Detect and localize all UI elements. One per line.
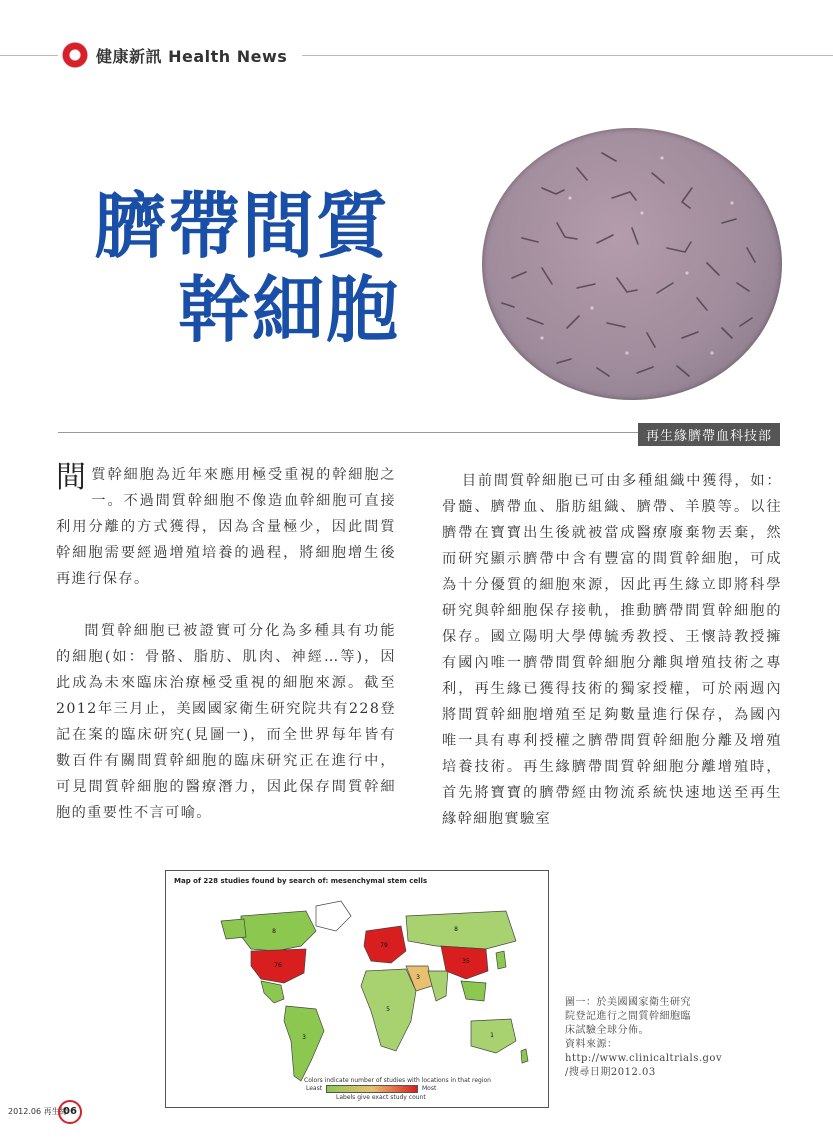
- right-paragraph-1: 目前間質幹細胞已可由多種組織中獲得，如：骨髓、臍帶血、脂肪組織、臍帶、羊膜等。以往臍帶在寶寶出生後就被當成醫療廢棄物丟棄，然而研究顯示臍帶中含有豐富的間質幹細胞，可成為十分優質的細胞來源，因此再生緣立即將科學研究與幹細胞保存接軌，推動臍帶間質幹細胞的保存。國立陽明大學傅毓秀教授、王懷詩教授擁有國內唯一臍帶間質幹細胞分離與增殖技術之專利，再生緣已獲得技術的獨家授權，可於兩週內將間質幹細胞增殖至足夠數量進行保存，為國內唯一具有專利授權之臍帶間質幹細胞分離及增殖培養技術。再生緣臍帶間質幹細胞分離增殖時，首先將寶寶的臍帶經由物流系統快速地送至再生緣幹細胞實驗室: [442, 473, 782, 827]
- count-label-australia: 1: [490, 1032, 494, 1039]
- map-region-russia: [406, 911, 516, 949]
- footer-issue: 2012.06 再生緣: [8, 1107, 68, 1116]
- figure-caption: [565, 996, 723, 1080]
- left-paragraph-1: [56, 462, 396, 592]
- map-region-japan: [496, 951, 506, 969]
- map-title: Map of 228 studies found by search of: mesenchymal stem cells: [174, 877, 428, 885]
- drop-cap: 間: [56, 460, 88, 495]
- cell-micrograph-image: [482, 128, 782, 400]
- header-rule-left: [0, 55, 58, 56]
- title-line-1: 臍帶間質: [94, 184, 391, 268]
- count-label-middle-east: 3: [416, 974, 420, 981]
- world-map-figure: [165, 870, 549, 1108]
- count-label-south-america: 3: [302, 1034, 306, 1041]
- map-region-alaska: [221, 919, 246, 939]
- map-legend-gradient: [326, 1085, 418, 1093]
- count-label-europe: 79: [380, 942, 388, 949]
- article-right-column: [442, 468, 782, 832]
- header-rule-right: [302, 55, 833, 56]
- count-label-china: 35: [462, 958, 470, 965]
- left-paragraph-2: 間質幹細胞已被證實可分化為多種具有功能的細胞(如：骨骼、脂肪、肌肉、神經…等)，因此成為未來臨床治療極受重視的細胞來源。截至2012年三月止，美國國家衛生研究院共有228登記在案的臨床研究(見圖一)，而全世界每年皆有數百件有關間質幹細胞的臨床研究正在進行中，可見間質幹細胞的醫療潛力，因此保存間質幹細胞的重要性不言可喻。: [56, 623, 396, 821]
- page-number: 06: [58, 1100, 82, 1124]
- map-legend-caption: Colors indicate number of studies with locations in that region: [304, 1077, 491, 1084]
- count-label-russia: 8: [454, 926, 458, 933]
- caption-line: 院登記進行之間質幹細胞臨: [565, 1011, 691, 1022]
- caption-line: 床試驗全球分佈。: [565, 1025, 649, 1036]
- caption-line: 資料來源：: [565, 1039, 618, 1050]
- byline-department: 再生緣臍帶血科技部: [638, 423, 780, 446]
- count-label-africa: 5: [386, 1006, 390, 1013]
- caption-line: /搜尋日期2012.03: [565, 1067, 656, 1078]
- world-map: [166, 871, 548, 1107]
- map-region-south-america: [284, 1006, 324, 1081]
- map-region-new-zealand: [521, 1049, 528, 1063]
- caption-source-link[interactable]: http://www.clinicaltrials.gov: [565, 1053, 723, 1064]
- map-legend-note: Labels give exact study count: [336, 1094, 426, 1101]
- map-region-se-asia: [461, 981, 486, 1001]
- caption-line: 圖一：於美國國家衛生研究: [565, 997, 691, 1008]
- section-logo-icon: [62, 42, 88, 68]
- map-region-canada: [241, 911, 316, 951]
- section-label: 健康新訊 Health News: [96, 47, 288, 66]
- count-label-usa: 76: [274, 962, 282, 969]
- map-region-mexico: [261, 981, 284, 1003]
- map-legend-least: Least: [306, 1085, 323, 1092]
- map-region-greenland: [316, 901, 351, 931]
- left-paragraph-1-text: 質幹細胞為近年來應用極受重視的幹細胞之一。不過間質幹細胞不像造血幹細胞可直接利用分離的方式獲得，因為含量極少，因此間質幹細胞需要經過增殖培養的過程，將細胞增生後再進行保存。: [56, 467, 396, 587]
- cell-texture: [482, 128, 782, 400]
- map-legend-most: Most: [422, 1085, 437, 1092]
- article-left-column: [56, 462, 396, 826]
- title-line-2: 幹細胞: [178, 268, 401, 352]
- count-label-canada: 8: [272, 928, 276, 935]
